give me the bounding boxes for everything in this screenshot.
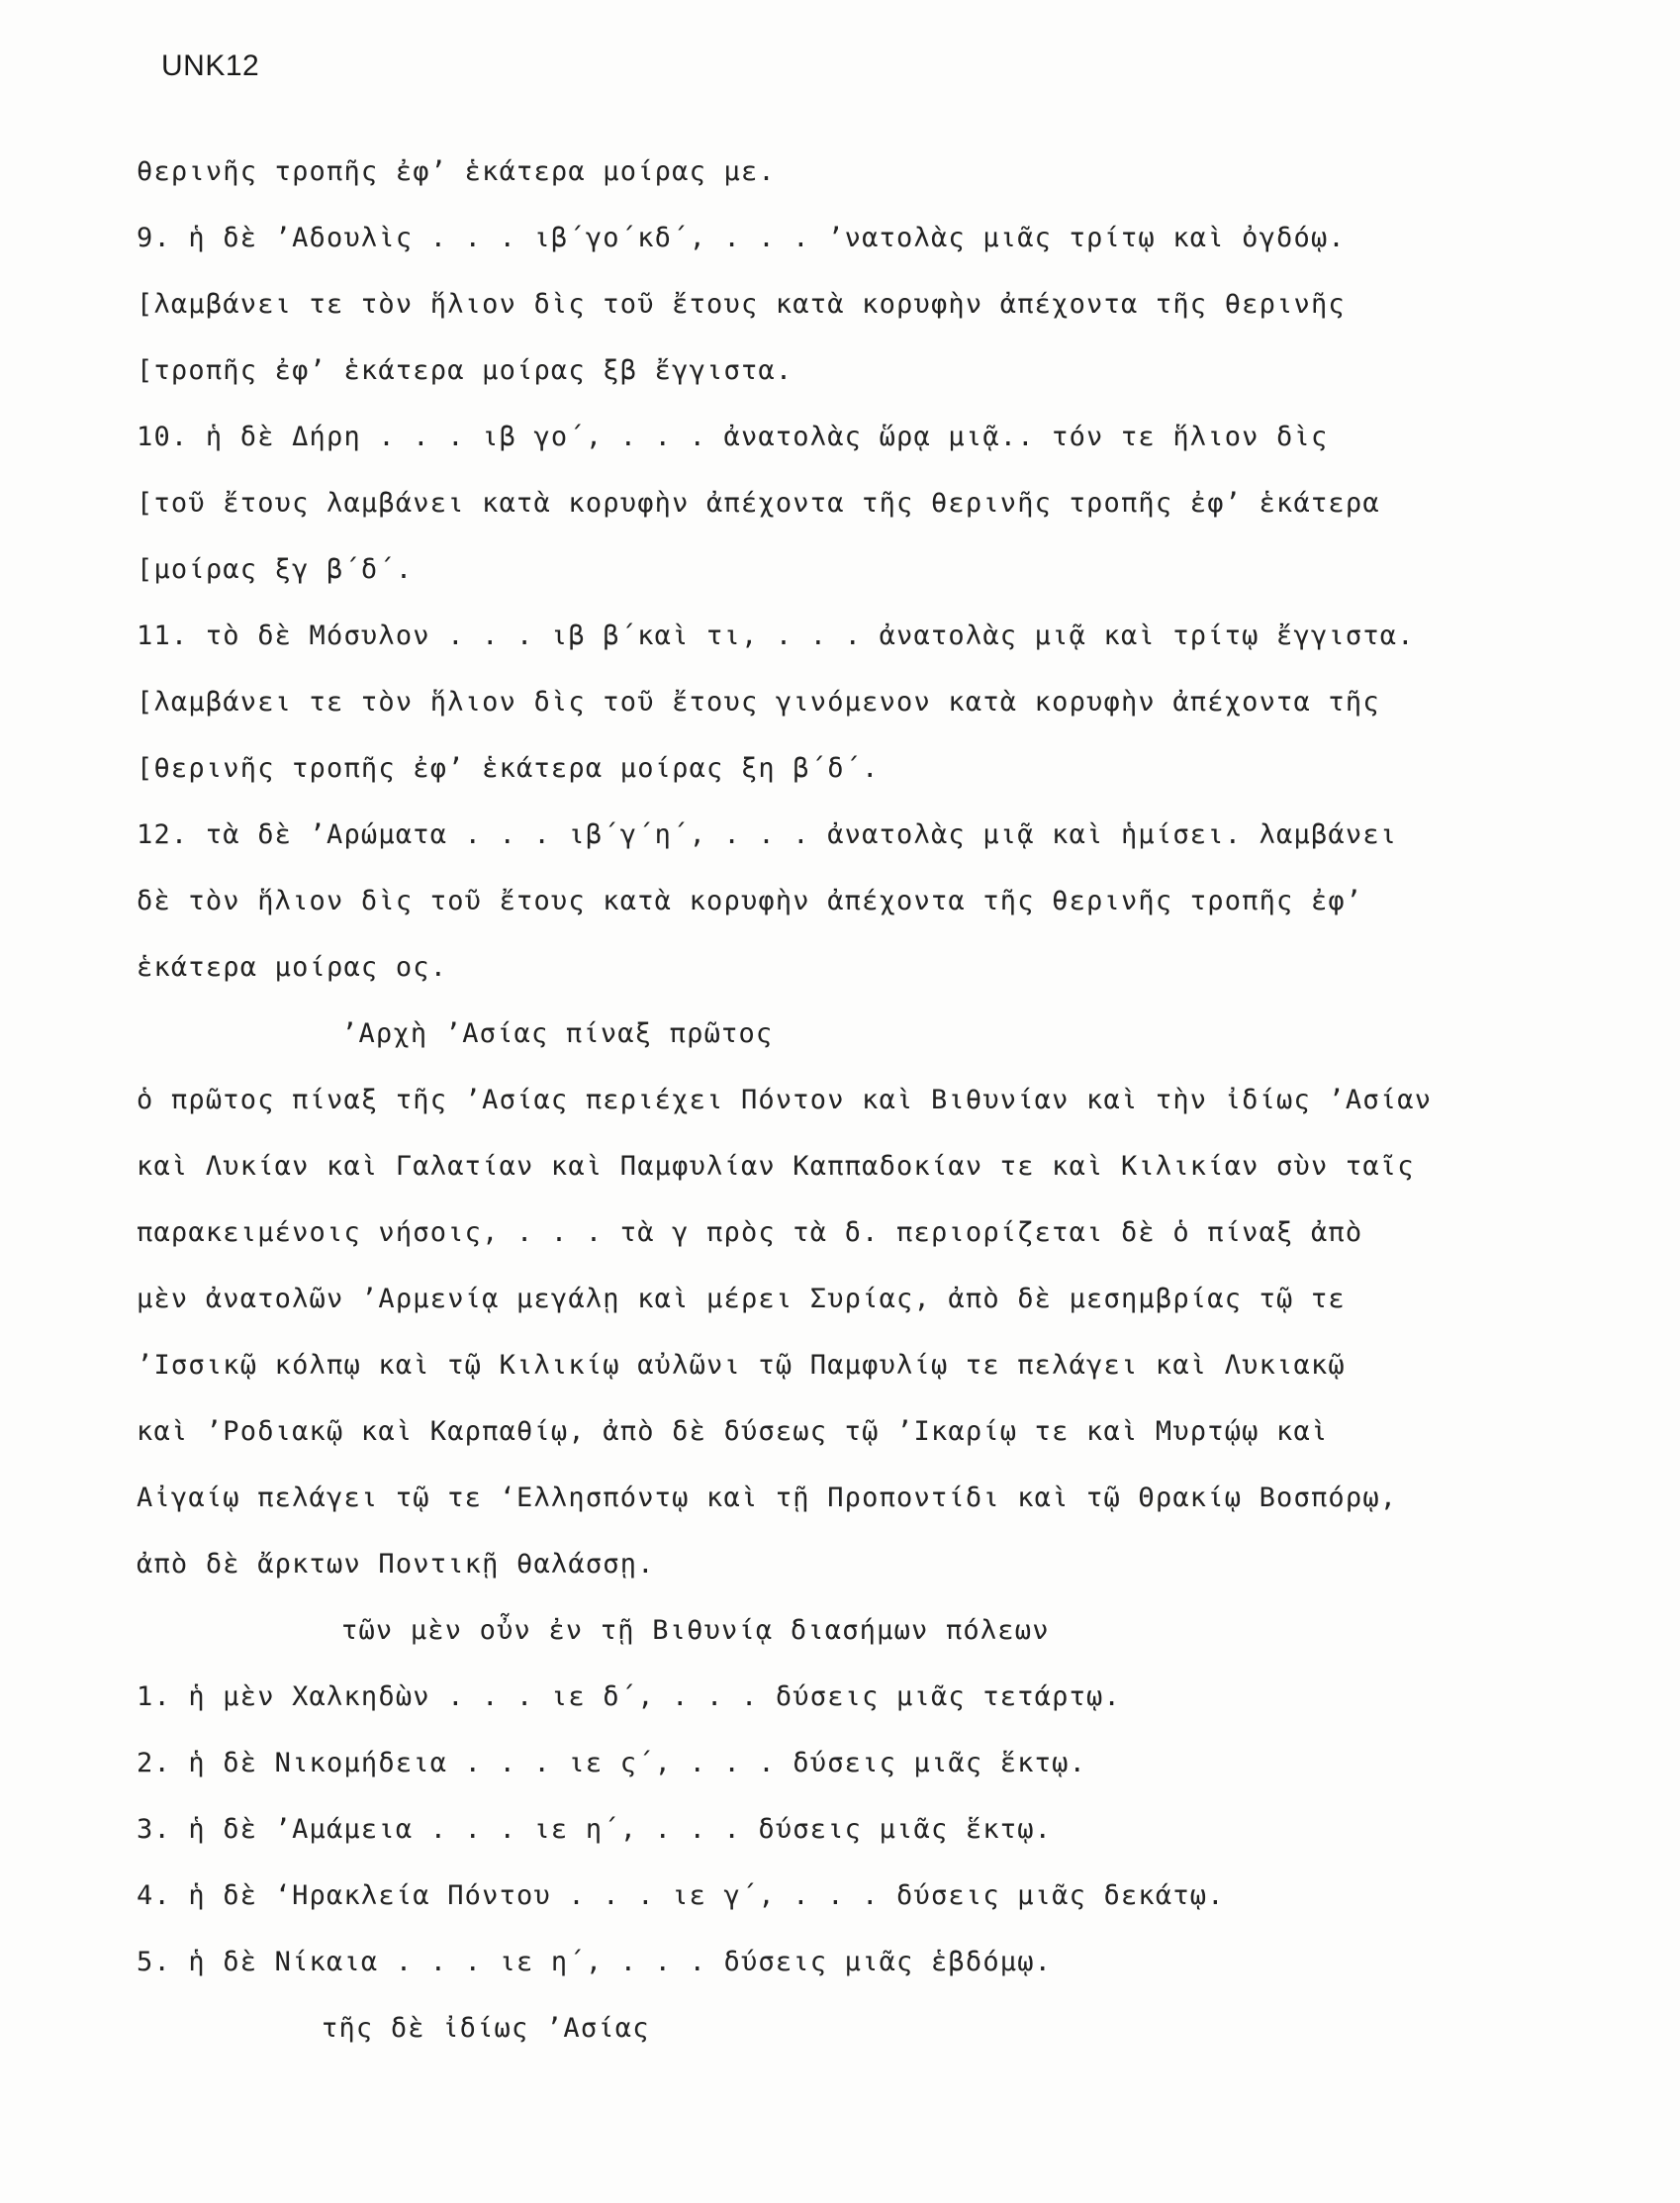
list-item: 1. ἡ μὲν Χαλκηδὼν . . . ιε δ΄, . . . δύσεις μιᾶς τετάρτῳ. <box>137 1681 1121 1712</box>
text-line: παρακειμένοις νήσοις, . . . τὰ γ πρὸς τὰ δ. περιορίζεται δὲ ὁ πίναξ ἀπὸ <box>137 1217 1363 1248</box>
text-line: [θερινῆς τροπῆς ἐφ’ ἑκάτερα μοίρας ξη β΄δ΄. <box>137 753 880 784</box>
text-line: μὲν ἀνατολῶν ’Αρμενίᾳ μεγάλῃ καὶ μέρει Συρίας, ἀπὸ δὲ μεσημβρίας τῷ τε <box>137 1284 1346 1314</box>
subsection-heading: τῶν μὲν οὖν ἐν τῇ Βιθυνίᾳ διασήμων πόλεων <box>341 1615 1050 1646</box>
text-line: 9. ἡ δὲ ’Αδουλὶς . . . ιβ΄γο΄κδ΄, . . . ’νατολὰς μιᾶς τρίτῳ καὶ ὀγδόῳ. <box>137 223 1346 253</box>
text-line: καὶ Λυκίαν καὶ Γαλατίαν καὶ Παμφυλίαν Καππαδοκίαν τε καὶ Κιλικίαν σὺν ταῖς <box>137 1151 1415 1182</box>
text-line: 10. ἡ δὲ Δήρη . . . ιβ γο΄, . . . ἀνατολὰς ὥρᾳ μιᾷ.. τόν τε ἥλιον δὶς <box>137 422 1329 452</box>
text-line: ’Ισσικῷ κόλπῳ καὶ τῷ Κιλικίῳ αὐλῶνι τῷ Παμφυλίῳ τε πελάγει καὶ Λυκιακῷ <box>137 1350 1346 1381</box>
text-line: ἑκάτερα μοίρας ος. <box>137 952 448 983</box>
list-item: 2. ἡ δὲ Νικομήδεια . . . ιε ς΄, . . . δύσεις μιᾶς ἕκτῳ. <box>137 1748 1087 1778</box>
list-item: 5. ἡ δὲ Νίκαια . . . ιε η΄, . . . δύσεις μιᾶς ἑβδόμῳ. <box>137 1947 1053 1977</box>
text-line: ἀπὸ δὲ ἄρκτων Ποντικῇ θαλάσσῃ. <box>137 1549 655 1580</box>
text-line: [μοίρας ξγ β΄δ΄. <box>137 554 414 585</box>
text-line: [λαμβάνει τε τὸν ἥλιον δὶς τοῦ ἔτους κατὰ κορυφὴν ἀπέχοντα τῆς θερινῆς <box>137 289 1346 320</box>
document-body <box>137 139 1660 2061</box>
subsection-heading: τῆς δὲ ἰδίως ’Ασίας <box>322 2013 650 2044</box>
document-id-label: UNK12 <box>161 49 260 82</box>
text-line: καὶ ’Ροδιακῷ καὶ Καρπαθίῳ, ἀπὸ δὲ δύσεως τῷ ’Ικαρίῳ τε καὶ Μυρτῴῳ καὶ <box>137 1416 1329 1447</box>
text-line: ὁ πρῶτος πίναξ τῆς ’Ασίας περιέχει Πόντον καὶ Βιθυνίαν καὶ τὴν ἰδίως ’Ασίαν <box>137 1085 1433 1115</box>
text-line: θερινῆς τροπῆς ἐφ’ ἑκάτερα μοίρας με. <box>137 156 776 187</box>
text-line: [λαμβάνει τε τὸν ἥλιον δὶς τοῦ ἔτους γινόμενον κατὰ κορυφὴν ἀπέχοντα τῆς <box>137 687 1380 718</box>
text-line: 12. τὰ δὲ ’Αρώματα . . . ιβ΄γ΄η΄, . . . ἀνατολὰς μιᾷ καὶ ἡμίσει. λαμβάνει <box>137 819 1398 850</box>
section-heading: ’Αρχὴ ’Ασίας πίναξ πρῶτος <box>341 1018 774 1049</box>
text-line: 11. τὸ δὲ Μόσυλον . . . ιβ β΄καὶ τι, . . . ἀνατολὰς μιᾷ καὶ τρίτῳ ἔγγιστα. <box>137 621 1415 651</box>
text-line: δὲ τὸν ἥλιον δὶς τοῦ ἔτους κατὰ κορυφὴν ἀπέχοντα τῆς θερινῆς τροπῆς ἐφ’ <box>137 886 1363 916</box>
text-line: [τοῦ ἔτους λαμβάνει κατὰ κορυφὴν ἀπέχοντα τῆς θερινῆς τροπῆς ἐφ’ ἑκάτερα <box>137 488 1380 519</box>
text-line: [τροπῆς ἐφ’ ἑκάτερα μοίρας ξβ ἔγγιστα. <box>137 355 793 386</box>
text-line: Αἰγαίῳ πελάγει τῷ τε ‘Ελλησπόντῳ καὶ τῇ Προποντίδι καὶ τῷ Θρακίῳ Βοσπόρῳ, <box>137 1483 1398 1513</box>
list-item: 3. ἡ δὲ ’Αμάμεια . . . ιε η΄, . . . δύσεις μιᾶς ἕκτῳ. <box>137 1814 1053 1845</box>
list-item: 4. ἡ δὲ ‘Ηρακλεία Πόντου . . . ιε γ΄, . . . δύσεις μιᾶς δεκάτῳ. <box>137 1880 1225 1911</box>
